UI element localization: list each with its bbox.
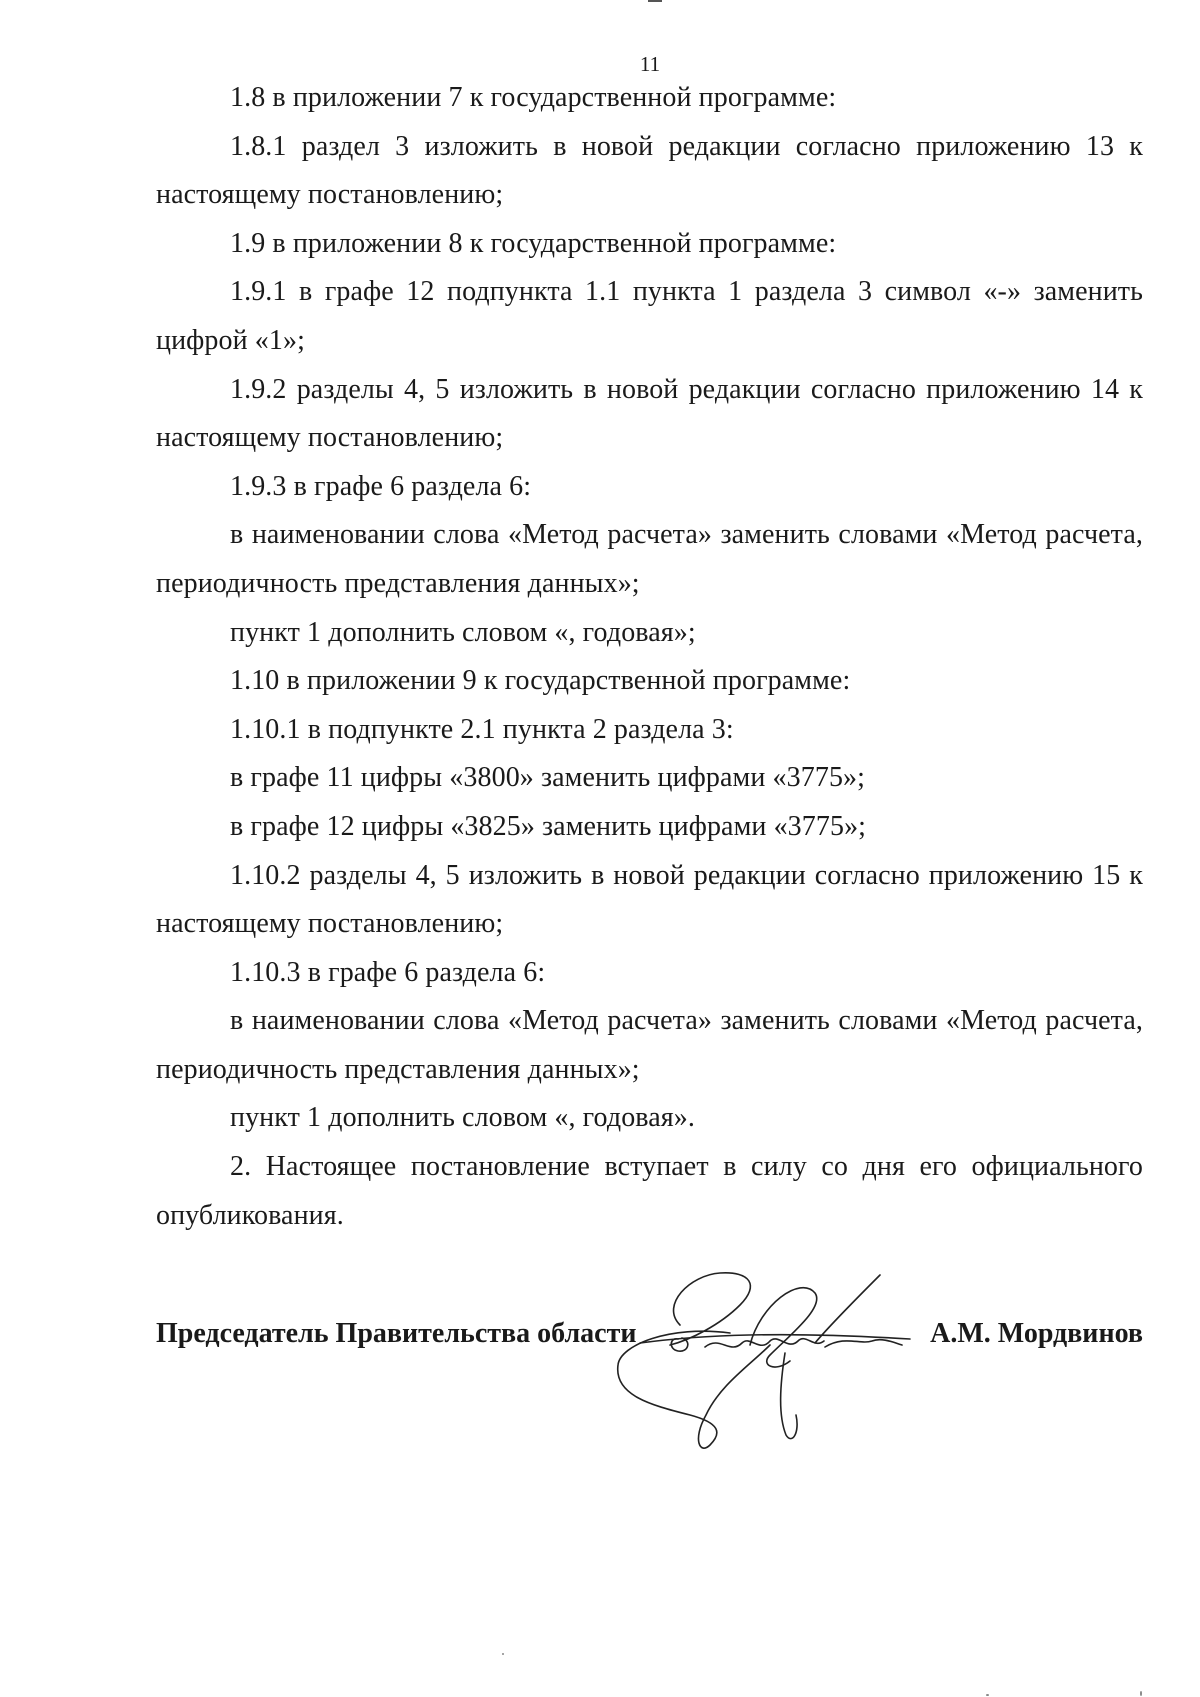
signatory-name: А.М. Мордвинов [930, 1318, 1143, 1349]
scan-speck [1140, 1691, 1142, 1696]
handwritten-signature [610, 1265, 930, 1465]
paragraph-1-10-2: 1.10.2 разделы 4, 5 изложить в новой редакции согласно приложению 15 к настоящему постановлению; [156, 859, 1143, 940]
paragraph-1-9: 1.9 в приложении 8 к государственной программе: [230, 227, 837, 259]
page-number: 11 [639, 52, 661, 76]
paragraph-1-10-1: 1.10.1 в подпункте 2.1 пункта 2 раздела 3: [230, 713, 734, 745]
document-body [156, 74, 1143, 1240]
paragraph-2: 2. Настоящее постановление вступает в силу со дня его официального опубликования. [156, 1151, 1143, 1231]
scan-speck [502, 1653, 504, 1655]
paragraph-1-9-2: 1.9.2 разделы 4, 5 изложить в новой редакции согласно приложению 14 к настоящему постановлению; [156, 373, 1143, 454]
paragraph-1-9-3-name: в наименовании слова «Метод расчета» заменить словами «Метод расчета, периодичность представления данных»; [156, 519, 1143, 599]
paragraph-1-10-3-name: в наименовании слова «Метод расчета» заменить словами «Метод расчета, периодичность представления данных»; [156, 1005, 1143, 1085]
paragraph-1-10-3-item: пункт 1 дополнить словом «, годовая». [230, 1102, 695, 1134]
paragraph-1-8-1: 1.8.1 раздел 3 изложить в новой редакции согласно приложению 13 к настоящему постановлению; [156, 130, 1143, 211]
paragraph-1-10-1-col12: в графе 12 цифры «3825» заменить цифрами «3775»; [230, 810, 867, 842]
scan-speck [986, 1694, 989, 1696]
paragraph-1-9-3-item: пункт 1 дополнить словом «, годовая»; [230, 616, 696, 648]
paragraph-1-9-1: 1.9.1 в графе 12 подпункта 1.1 пункта 1 раздела 3 символ «-» заменить цифрой «1»; [156, 276, 1143, 356]
paragraph-1-9-3: 1.9.3 в графе 6 раздела 6: [230, 470, 532, 502]
paragraph-1-10-1-col11: в графе 11 цифры «3800» заменить цифрами «3775»; [230, 762, 866, 794]
paragraph-1-10: 1.10 в приложении 9 к государственной программе: [230, 665, 851, 697]
paragraph-1-10-3: 1.10.3 в графе 6 раздела 6: [230, 956, 546, 988]
paragraph-1-8: 1.8 в приложении 7 к государственной программе: [230, 82, 837, 113]
scan-edge-mark [648, 0, 662, 5]
signatory-title: Председатель Правительства области [156, 1318, 637, 1349]
